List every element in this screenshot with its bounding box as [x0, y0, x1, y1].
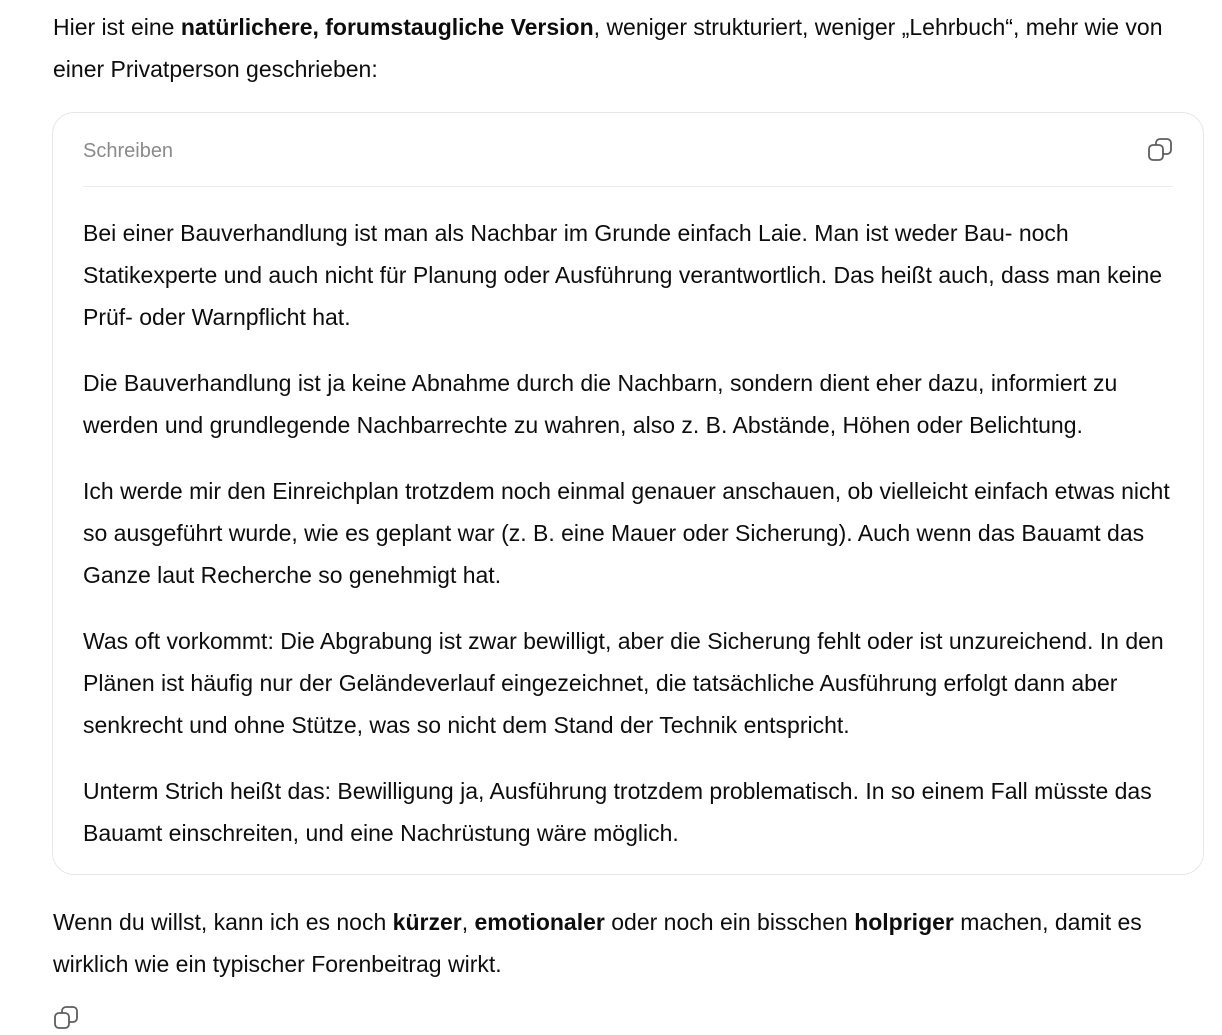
- outro-bold-2: emotionaler: [474, 909, 605, 935]
- card-label: Schreiben: [83, 140, 174, 162]
- intro-text: [53, 6, 1203, 90]
- intro-before: Hier ist eine: [53, 14, 181, 40]
- card-paragraph: Was oft vorkommt: Die Abgrabung ist zwar bewilligt, aber die Sicherung fehlt oder ist unzureichend. In den Plänen ist häufig nur der Geländeverlauf eingezeichnet, die tatsächliche Ausführung erfolgt dann aber senkrecht und ohne Stütze, was so nicht dem Stand der Technik entspricht.: [83, 628, 1164, 738]
- card-paragraph: Bei einer Bauverhandlung ist man als Nachbar im Grunde einfach Laie. Man ist weder Bau- noch Statikexperte und auch nicht für Planung oder Ausführung verantwortlich. Das heißt auch, dass man keine Prüf- oder Warnpflicht hat.: [83, 220, 1163, 330]
- card-body: [83, 212, 1173, 878]
- card-header: [83, 113, 1173, 187]
- outro-text: [53, 901, 1203, 985]
- outro-text-2: ,: [461, 909, 475, 935]
- copy-icon: [53, 1005, 79, 1031]
- copy-button[interactable]: [1145, 135, 1175, 165]
- outro-bold-3: holpriger: [854, 909, 954, 935]
- card-paragraph: Unterm Strich heißt das: Bewilligung ja, Ausführung trotzdem problematisch. In so einem Fall müsste das Bauamt einschreiten, und eine Nachrüstung wäre möglich.: [83, 778, 1152, 846]
- outro-text-4: machen, damit es wirklich wie ein typischer Forenbeitrag wirkt.: [53, 909, 1142, 977]
- copy-message-button[interactable]: [53, 1005, 83, 1035]
- card-paragraph: Die Bauverhandlung ist ja keine Abnahme durch die Nachbarn, sondern dient eher dazu, informiert zu werden und grundlegende Nachbarrechte zu wahren, also z. B. Abstände, Höhen oder Belichtung.: [83, 370, 1118, 438]
- copy-icon: [1147, 137, 1173, 163]
- intro-bold: natürlichere, forumstaugliche Version: [180, 14, 594, 40]
- outro-text-3: oder noch ein bisschen: [604, 909, 855, 935]
- intro-after: , weniger strukturiert, weniger „Lehrbuch“, mehr wie von einer Privatperson geschrieben:: [53, 14, 1163, 82]
- writing-card: [52, 112, 1204, 875]
- outro-bold-1: kürzer: [392, 909, 462, 935]
- card-paragraph: Ich werde mir den Einreichplan trotzdem noch einmal genauer anschauen, ob vielleicht einfach etwas nicht so ausgeführt wurde, wie es geplant war (z. B. eine Mauer oder Sicherung). Auch wenn das Bauamt das Ganze laut Recherche so genehmigt hat.: [83, 478, 1170, 588]
- outro-text-1: Wenn du willst, kann ich es noch: [53, 909, 393, 935]
